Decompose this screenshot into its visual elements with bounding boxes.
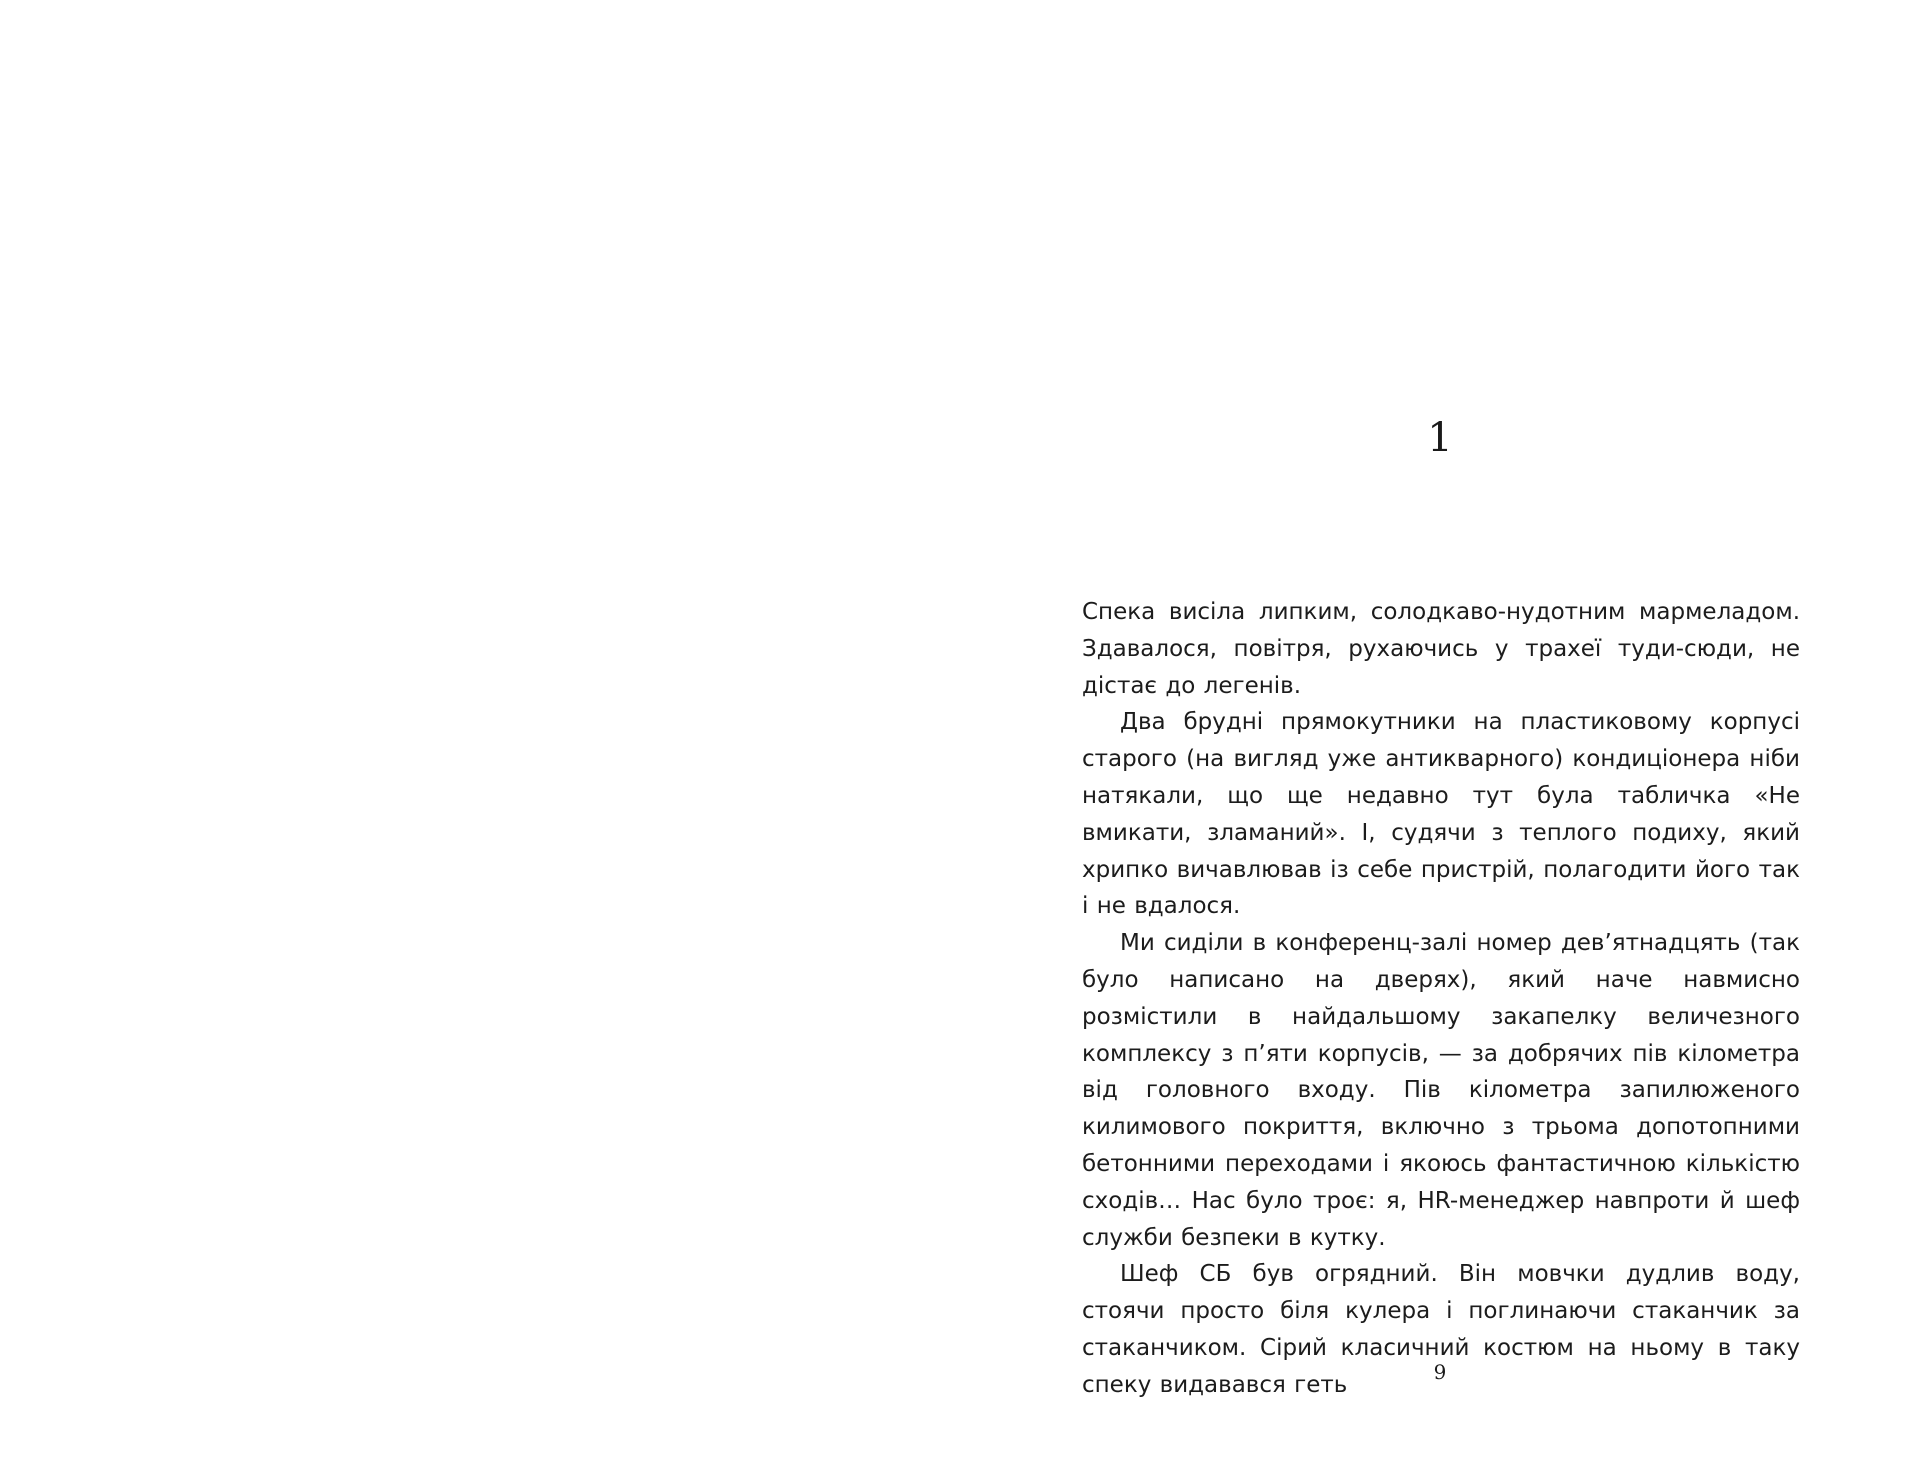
paragraph-1: Спека висіла липким, солодкаво-нудотним мармеладом. Здавалося, повітря, рухаючись у трахеї туди-сюди, не дістає до легенів.: [1082, 599, 1800, 699]
right-page: [960, 0, 1920, 1477]
chapter-body: [1082, 594, 1800, 1404]
paragraph-2: Два брудні прямокутники на пластиковому корпусі старого (на вигляд уже антикварного) кондиціонера ніби натякали, що ще недавно тут була табличка «Не вмикати, зламаний». І, судячи з теплого подиху, який хрипко вичавлював із себе пристрій, полагодити його так і не вдалося.: [1082, 709, 1800, 920]
paragraph-3: Ми сиділи в конференц-залі номер дев’ятнадцять (так було написано на дверях), який наче навмисно розмістили в найдальшому закапелку величезного комплексу з п’яти корпусів, — за добрячих пів кілометра від головного входу. Пів кілометра запилюженого килимового покриття, включно з трьома допотопними бетонними переходами і якоюсь фантастичною кількістю сходів… Нас було троє: я, HR-менеджер навпроти й шеф служби безпеки в кутку.: [1082, 930, 1800, 1251]
paragraph-4: Шеф СБ був огрядний. Він мовчки дудлив воду, стоячи просто біля кулера і поглинаючи стаканчик за стаканчиком. Сірий класичний костюм на ньому в таку спеку видавався геть: [1082, 1261, 1800, 1398]
page-number: 9: [1433, 1360, 1447, 1384]
chapter-number: 1: [1427, 415, 1453, 461]
